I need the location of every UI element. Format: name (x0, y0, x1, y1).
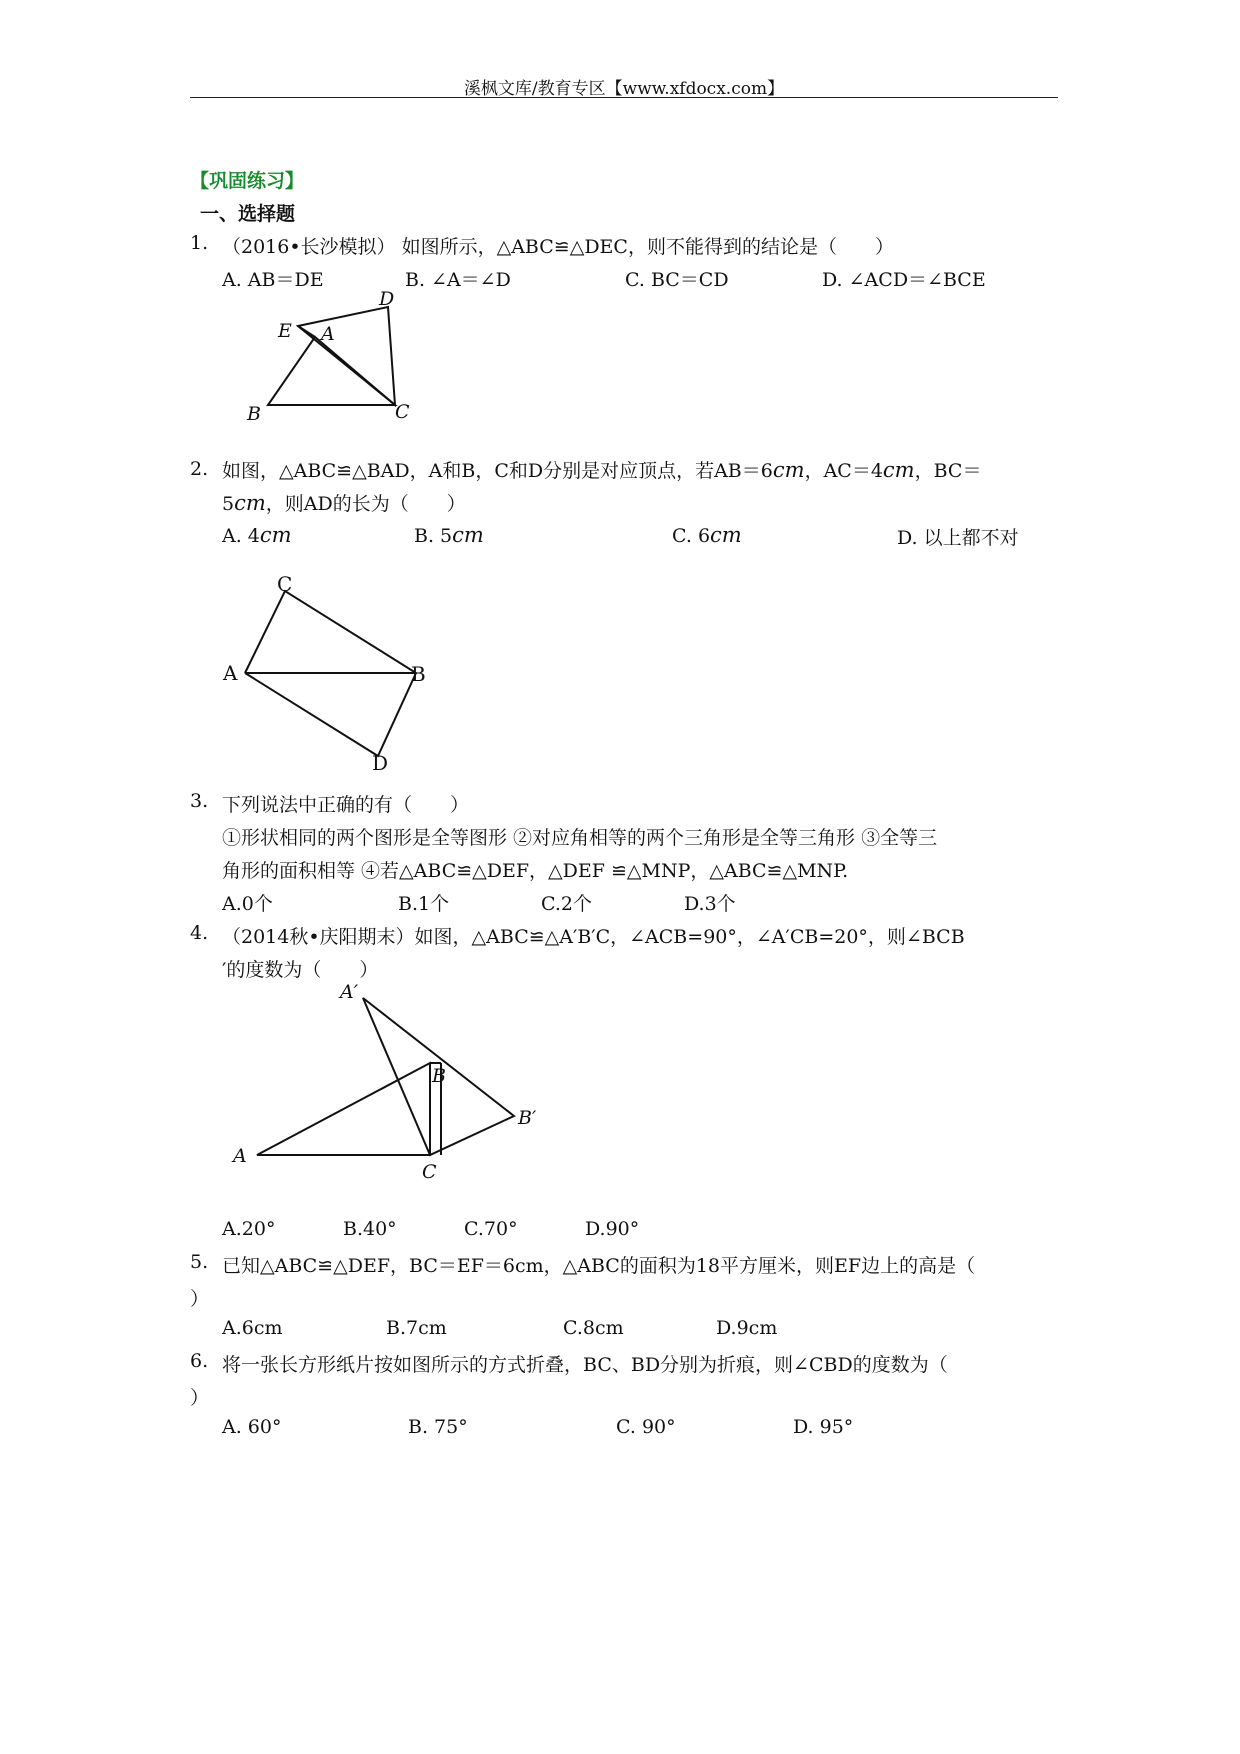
q2-option-c: C. 6cm (672, 523, 742, 547)
q2-unit-2: cm (882, 458, 915, 482)
q1-label-a: A (321, 323, 335, 345)
q5-number: 5. (190, 1251, 209, 1273)
q2-option-b: B. 5cm (414, 523, 484, 547)
q1-label-d: D (379, 288, 395, 310)
q3-option-d: D.3个 (684, 893, 736, 915)
triangle-abc (257, 1063, 430, 1155)
q4-option-d: D.90° (585, 1218, 640, 1240)
q1-text: （2016•长沙模拟） 如图所示，△ABC≌△DEC，则不能得到的结论是（ ） (222, 236, 894, 258)
q3-line2: ①形状相同的两个图形是全等图形 ②对应角相等的两个三角形是全等三角形 ③全等三 (222, 827, 938, 849)
q4-label-a-prime: A′ (340, 981, 359, 1003)
q4-label-a: A (233, 1145, 247, 1167)
q3-text: 下列说法中正确的有（ ） (222, 794, 470, 816)
q1-option-d: D. ∠ACD＝∠BCE (822, 269, 986, 291)
q6-line1: 将一张长方形纸片按如图所示的方式折叠，BC、BD分别为折痕，则∠CBD的度数为（ (222, 1354, 948, 1376)
q3-number: 3. (190, 790, 209, 812)
q2-unit-3: cm (234, 491, 266, 515)
q4-line1: （2014秋•庆阳期末）如图，△ABC≌△A′B′C，∠ACB=90°，∠A′CB=20°，则∠BCB (222, 926, 965, 948)
q3-option-a: A.0个 (222, 893, 273, 915)
section-title: 【巩固练习】 (190, 170, 305, 192)
q3-option-b: B.1个 (398, 893, 450, 915)
q1-option-c: C. BC＝CD (625, 269, 729, 291)
q1-label-e: E (278, 320, 292, 342)
q4-number: 4. (190, 922, 209, 944)
q2-unit-1: cm (772, 458, 805, 482)
q5-line1: 已知△ABC≌△DEF，BC＝EF＝6cm，△ABC的面积为18平方厘米，则EF边上的高是（ (222, 1255, 976, 1277)
q3-option-c: C.2个 (541, 893, 592, 915)
q4-option-a: A.20° (222, 1218, 276, 1240)
q4-option-b: B.40° (343, 1218, 397, 1240)
q4-label-b-prime: B′ (518, 1107, 537, 1129)
q1-label-c: C (395, 401, 410, 423)
q2-option-d: D. 以上都不对 (897, 527, 1019, 549)
q2-line1-a: 如图，△ABC≌△BAD，A和B，C和D分别是对应顶点，若AB＝6 (222, 460, 773, 482)
q2-label-a: A (223, 661, 238, 685)
q2-label-c: C (277, 572, 293, 596)
q2-line1-c: ，BC＝ (914, 460, 982, 482)
q2-label-d: D (372, 751, 389, 775)
q1-label-b: B (247, 403, 261, 425)
q6-line2: ） (190, 1387, 210, 1409)
q6-option-c: C. 90° (616, 1416, 676, 1438)
q2-number: 2. (190, 458, 209, 480)
q5-option-c: C.8cm (563, 1317, 624, 1339)
q6-option-a: A. 60° (222, 1416, 282, 1438)
q2-label-b: B (411, 662, 426, 686)
q6-option-b: B. 75° (408, 1416, 468, 1438)
q5-option-b: B.7cm (386, 1317, 447, 1339)
q6-number: 6. (190, 1350, 209, 1372)
q1-number: 1. (190, 232, 209, 254)
q5-option-d: D.9cm (716, 1317, 778, 1339)
q2-line1-b: ，AC＝4 (804, 460, 883, 482)
q1-option-a: A. AB＝DE (222, 269, 324, 291)
q5-line2: ） (190, 1288, 210, 1310)
q4-line2: ′的度数为（ ） (222, 959, 379, 981)
q2-option-a: A. 4cm (222, 523, 292, 547)
q4-option-c: C.70° (464, 1218, 518, 1240)
part-title: 一、选择题 (200, 203, 296, 225)
q2-line2-a: 5 (222, 493, 235, 515)
page-header: 溪枫文库/教育专区【www.xfdocx.com】 (463, 79, 785, 99)
q3-line3: 角形的面积相等 ④若△ABC≌△DEF，△DEF ≌△MNP，△ABC≌△MNP. (222, 860, 849, 882)
q4-label-b: B (432, 1065, 446, 1087)
q4-label-c: C (422, 1161, 437, 1183)
q5-option-a: A.6cm (222, 1317, 283, 1339)
q2-line2-b: ，则AD的长为（ ） (265, 493, 466, 515)
q1-option-b: B. ∠A＝∠D (405, 269, 511, 291)
q6-option-d: D. 95° (793, 1416, 854, 1438)
